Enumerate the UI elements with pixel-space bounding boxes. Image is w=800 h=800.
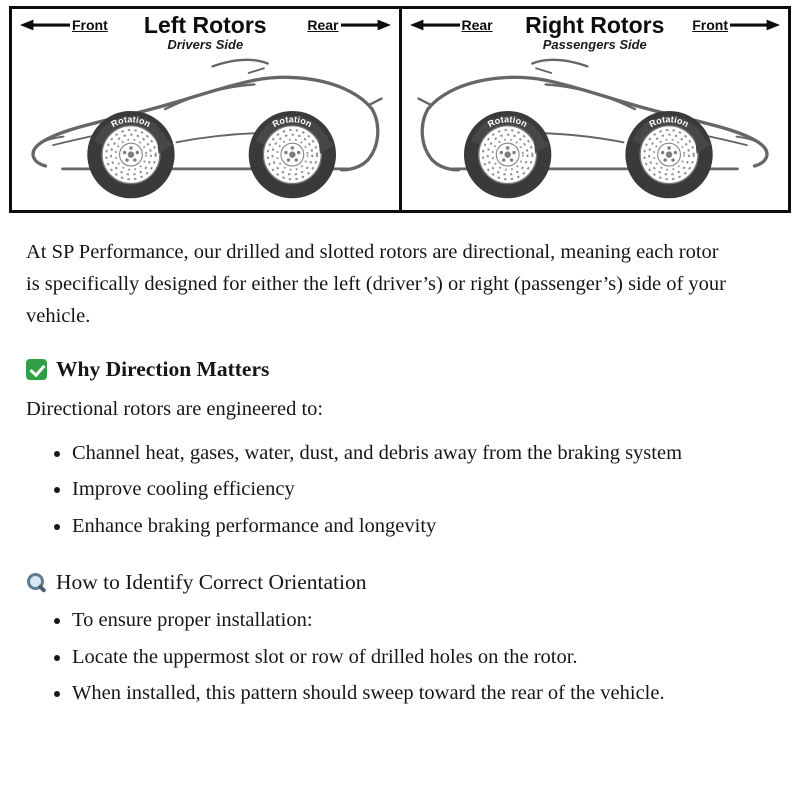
- bullet-item: • When installed, this pattern should sweep toward the rear of the vehicle.: [72, 678, 728, 709]
- front-rotor: [625, 111, 712, 198]
- front-label: Front: [72, 17, 108, 33]
- front-rotor: [88, 111, 175, 198]
- arrow-right-icon: [341, 19, 391, 31]
- panel-title: Left Rotors: [143, 12, 267, 38]
- why-bullet-list: [26, 438, 728, 542]
- bullet-item: • Channel heat, gases, water, dust, and debris away from the braking system: [72, 438, 728, 469]
- bullet-item: • Enhance braking performance and longevity: [72, 511, 728, 542]
- why-lead-paragraph: Directional rotors are engineered to:: [26, 397, 324, 420]
- rotor-direction-diagram: [9, 6, 791, 213]
- front-label: Front: [692, 17, 728, 33]
- arrow-right-icon: [730, 19, 780, 31]
- arrow-left-icon: [410, 19, 460, 31]
- panel-title: Right Rotors: [525, 12, 665, 38]
- front-direction-label: [692, 17, 780, 33]
- panel-subtitle: Drivers Side: [167, 37, 244, 53]
- bullet-item: • Improve cooling efficiency: [72, 474, 728, 505]
- rear-direction-label: [410, 17, 493, 33]
- rear-rotor: [249, 111, 336, 198]
- section-heading-identify-orientation: [26, 570, 728, 595]
- intro-paragraph: At SP Performance, our drilled and slotted rotors are directional, meaning each rotor is specifically designed for either the left (driver’s) or right (passenger’s) side of your vehicle.: [26, 241, 727, 327]
- right-rotors-panel: [399, 9, 789, 210]
- identify-bullet-list: [26, 605, 728, 709]
- section-heading-why-direction-matters: [26, 357, 728, 382]
- magnifying-glass-emoji-icon: [26, 572, 47, 593]
- rear-label: Rear: [307, 17, 339, 33]
- panel-subtitle: Passengers Side: [542, 37, 647, 53]
- heading-text: How to Identify Correct Orientation: [56, 569, 367, 594]
- rear-direction-label: [307, 17, 390, 33]
- rear-label: Rear: [461, 17, 493, 33]
- check-mark-emoji-icon: [26, 359, 47, 380]
- arrow-left-icon: [20, 19, 70, 31]
- front-direction-label: [20, 17, 108, 33]
- article-body: [0, 213, 800, 751]
- bullet-item: • Locate the uppermost slot or row of drilled holes on the rotor.: [72, 642, 728, 673]
- rear-rotor: [464, 111, 551, 198]
- left-rotors-panel: [12, 9, 399, 210]
- bullet-item: • To ensure proper installation:: [72, 605, 728, 636]
- right-car-illustration: [409, 54, 781, 204]
- heading-text: Why Direction Matters: [56, 356, 270, 381]
- left-car-illustration: [19, 54, 391, 204]
